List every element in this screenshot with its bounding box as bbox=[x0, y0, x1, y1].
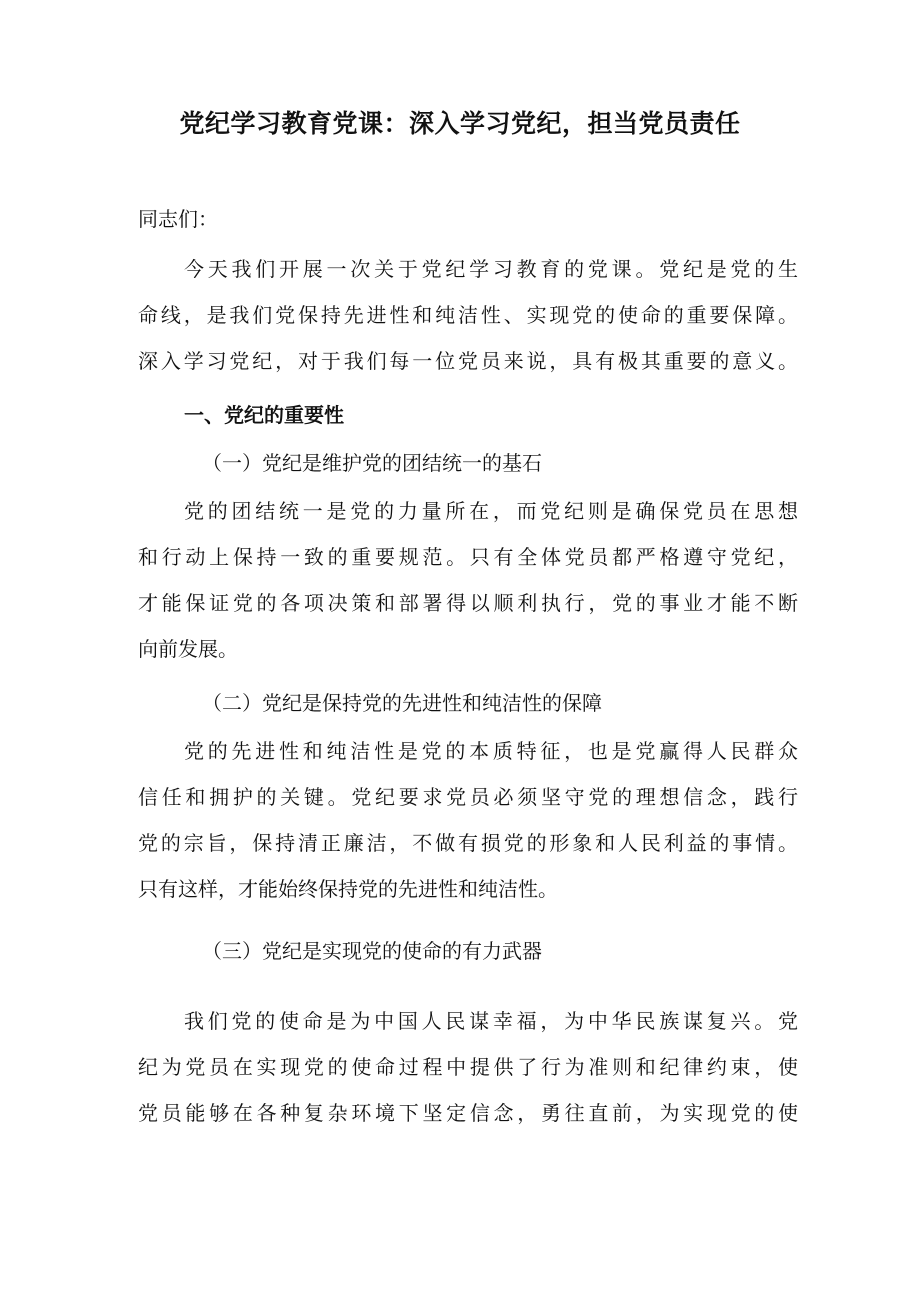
section-heading-1 bbox=[138, 392, 798, 438]
subsection-heading-3 bbox=[138, 928, 798, 974]
paragraph-line: 党的团结统一是党的力量所在，而党纪则是确保党员在思想 bbox=[184, 499, 798, 523]
paragraph-line: 只有这样，才能始终保持党的先进性和纯洁性。 bbox=[138, 877, 558, 901]
section-heading-text: 一、党纪的重要性 bbox=[184, 403, 344, 427]
paragraph-line: 向前发展。 bbox=[138, 637, 238, 661]
greeting-text: 同志们： bbox=[138, 207, 218, 231]
paragraph-line: 我们党的使命是为中国人民谋幸福，为中华民族谋复兴。党 bbox=[184, 1009, 798, 1033]
paragraph-line: 和行动上保持一致的重要规范。只有全体党员都严格遵守党纪， bbox=[138, 545, 798, 569]
paragraph-line: 党的宗旨，保持清正廉洁，不做有损党的形象和人民利益的事情。 bbox=[138, 831, 798, 855]
subsection-3-paragraph bbox=[138, 998, 798, 1136]
subsection-2-paragraph bbox=[138, 728, 798, 912]
subsection-heading-text: （二）党纪是保持党的先进性和纯洁性的保障 bbox=[202, 691, 602, 715]
paragraph-line: 信任和拥护的关键。党纪要求党员必须坚守党的理想信念，践行 bbox=[138, 785, 798, 809]
subsection-heading-text: （一）党纪是维护党的团结统一的基石 bbox=[202, 451, 542, 475]
paragraph-line: 今天我们开展一次关于党纪学习教育的党课。党纪是党的生 bbox=[184, 257, 798, 281]
paragraph-line: 才能保证党的各项决策和部署得以顺利执行，党的事业才能不断 bbox=[138, 591, 798, 615]
paragraph-line: 命线，是我们党保持先进性和纯洁性、实现党的使命的重要保障。 bbox=[138, 303, 798, 327]
document-title: 党纪学习教育党课：深入学习党纪，担当党员责任 bbox=[179, 109, 741, 138]
subsection-heading-text: （三）党纪是实现党的使命的有力武器 bbox=[202, 939, 542, 963]
greeting bbox=[138, 196, 798, 242]
paragraph-line: 深入学习党纪，对于我们每一位党员来说，具有极其重要的意义。 bbox=[138, 349, 798, 373]
paragraph-line: 纪为党员在实现党的使命过程中提供了行为准则和纪律约束，使 bbox=[138, 1055, 798, 1079]
intro-paragraph bbox=[138, 246, 798, 384]
subsection-heading-1 bbox=[138, 440, 798, 486]
subsection-heading-2 bbox=[138, 680, 798, 726]
paragraph-line: 党的先进性和纯洁性是党的本质特征，也是党赢得人民群众 bbox=[184, 739, 798, 763]
paragraph-line: 党员能够在各种复杂环境下坚定信念，勇往直前，为实现党的使 bbox=[138, 1101, 798, 1125]
subsection-1-paragraph bbox=[138, 488, 798, 672]
